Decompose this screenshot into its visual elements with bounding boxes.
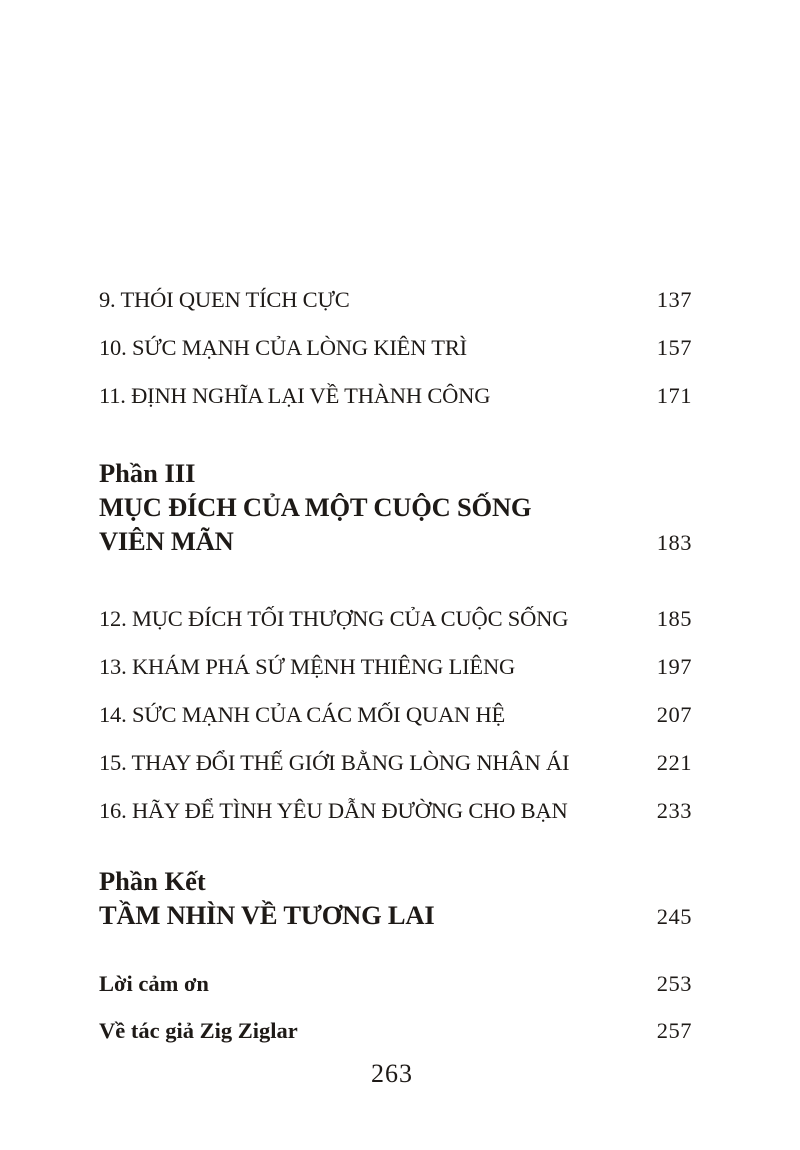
chapter-page-number: 197 xyxy=(656,654,692,679)
chapter-page-number: 207 xyxy=(656,702,692,727)
toc-entry xyxy=(99,383,692,409)
chapter-title: 10. SỨC MẠNH CỦA LÒNG KIÊN TRÌ xyxy=(99,335,467,360)
chapter-title: 11. ĐỊNH NGHĨA LẠI VỀ THÀNH CÔNG xyxy=(99,383,491,408)
back-matter-title: Lời cảm ơn xyxy=(99,971,209,996)
toc-epilogue-heading xyxy=(99,864,692,934)
part-title-line2: VIÊN MÃN xyxy=(99,526,234,556)
chapter-title: 9. THÓI QUEN TÍCH CỰC xyxy=(99,287,350,312)
toc-back-matter-list xyxy=(99,971,692,1044)
toc-entry xyxy=(99,750,692,776)
part-page-number: 245 xyxy=(656,904,692,929)
toc-entry xyxy=(99,798,692,824)
toc-entry xyxy=(99,287,692,313)
chapter-page-number: 221 xyxy=(656,750,692,775)
chapter-title: 14. SỨC MẠNH CỦA CÁC MỐI QUAN HỆ xyxy=(99,702,506,727)
chapter-title: 12. MỤC ĐÍCH TỐI THƯỢNG CỦA CUỘC SỐNG xyxy=(99,606,569,631)
chapter-page-number: 157 xyxy=(656,335,692,360)
toc-part3-chapter-list xyxy=(99,606,692,824)
toc-entry xyxy=(99,971,692,997)
chapter-title: 13. KHÁM PHÁ SỨ MỆNH THIÊNG LIÊNG xyxy=(99,654,516,679)
part-kicker: Phần III xyxy=(99,458,196,488)
toc-part2-chapter-list xyxy=(99,287,692,409)
toc-entry xyxy=(99,1018,692,1044)
chapter-page-number: 171 xyxy=(656,383,692,408)
toc-part3-heading xyxy=(99,456,692,560)
folio-page-number: 263 xyxy=(371,1059,413,1088)
back-matter-title: Về tác giả Zig Ziglar xyxy=(99,1018,298,1043)
part-title-line1: MỤC ĐÍCH CỦA MỘT CUỘC SỐNG xyxy=(99,492,532,522)
toc-entry xyxy=(99,524,692,560)
chapter-page-number: 233 xyxy=(656,798,692,823)
chapter-page-number: 137 xyxy=(656,287,692,312)
toc-entry xyxy=(99,606,692,632)
chapter-title: 15. THAY ĐỔI THẾ GIỚI BẰNG LÒNG NHÂN ÁI xyxy=(99,750,570,775)
part-title: TẦM NHÌN VỀ TƯƠNG LAI xyxy=(99,900,435,930)
chapter-page-number: 185 xyxy=(656,606,692,631)
part-page-number: 183 xyxy=(656,530,692,555)
toc-entry xyxy=(99,654,692,680)
toc-entry xyxy=(99,702,692,728)
toc-entry xyxy=(99,335,692,361)
part-kicker: Phần Kết xyxy=(99,866,206,896)
chapter-title: 16. HÃY ĐỂ TÌNH YÊU DẪN ĐƯỜNG CHO BẠN xyxy=(99,798,568,823)
back-matter-page-number: 253 xyxy=(656,971,692,996)
toc-entry xyxy=(99,898,692,934)
back-matter-page-number: 257 xyxy=(656,1018,692,1043)
